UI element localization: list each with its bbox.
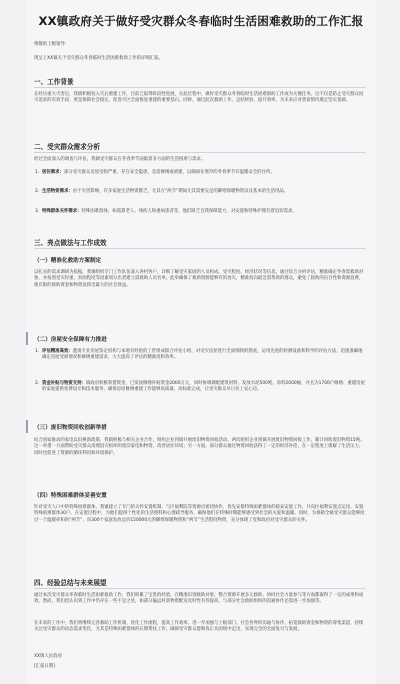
list-item [35, 189, 366, 195]
list-item-text: 由于灾害影响，许多家庭生活物资匮乏，尤其在“两节”期间尤其需要充足的御寒保暖物资以及基本的生活用品。 [72, 189, 289, 194]
salutation: 尊敬的上级领导： [34, 42, 70, 47]
section-2-intro: 经过全面深入的调查与评估，我镇受灾群众在冬春季节面临着多方面的生活困难与需求。 [34, 157, 206, 162]
subsection-4-heading: （四）特殊困难群体妥善安置 [34, 493, 107, 499]
subsection-4-body: 针对受灾人口中的特殊困难群体，我镇建立了专门的关怀安置机制。与区福利院等资源点密切协作，优先安排特殊困难群体的稳妥安置工作，共向区福利安置点运送、安置特殊困难群体30户。在安置过程中，为他们提供个性化的生活照料和心理疏导服务，确保他们在特殊时期能够感受到社会的关爱和温暖。同时，为保障全镇受灾群众能够度过一个温暖祥和的“两节”，向300个家庭发放总价150000元的御寒保暖物资和“两节”生活慰问物资，充分体现了党和政府对受灾群众的关怀。 [34, 505, 365, 523]
list-item-text: 特殊困难群体，如孤寡老人、残疾人和重病患者等，他们缺乏自我保障能力，对安置和特殊护理有着迫切需求。 [81, 209, 297, 214]
subsection-marker [26, 332, 28, 345]
list-item-label: 评估精准高效： [42, 349, 73, 354]
list-item-text: 邀请专业房屋鉴定机构与本地有经验的工匠组成联合评估小组，对受灾房屋进行全面细致的勘查，运用先进的检测设备和科学的评估方法，迅速准确地确定房屋受损情况和修缮重建需求，大大提高了评估的精准度和效率。 [42, 349, 363, 361]
section-1-body: 在经历重大灾害后，我镇积极投入灾后重建工作，目前已取得阶段性进展。在此过程中，做好受灾群众冬春临时生活困难救助工作成为关键任务。这不仅是防止受灾群众因灾返贫的有效手段，更是保障社会稳定、促进灾区全面恢复重建的重要基石。同时，通过此次救助工作，总结经验、提升效率，为未来应对类似情况奠定坚实基础。 [34, 92, 364, 104]
list-item [35, 349, 366, 362]
list-item-text: 部分受灾群众房屋受损严重，存在安全隐患，急需修缮或重建，以确保在寒冷的冬春季节有温暖安全的住所。 [63, 170, 275, 175]
section-1-heading: 一、工作背景 [34, 78, 74, 86]
list-item-text: 镇政府积极筹措资金，已发放修缮补贴资金2000万元，同时协调调配建筑材料，发放水泥500吨、涂料2000桶，并且为1700户修缮、重建房屋的家庭提供免费设计和技术服务，确保房屋修缮重建工作能够高质量、高标准完成，让受灾群众早日住上安心房。 [42, 381, 365, 393]
section-4-body-1: 通过本次受灾群众冬春临时生活困难救助工作，我们积累了宝贵的经验。在精准识别救助对象、整合资源开展多元救助、协同社会力量参与等方面都取得了一定的成果和成效。然而，我们也认识到工作中仍存在一些不足之处，如部分偏远村落物资配送及时性有待提高，与部分社会救助组织的沟通协作还需进一步加强等。 [34, 593, 364, 605]
section-4-body-2: 在未来的工作中，我们将继续完善救助工作机制，优化工作流程，提高工作效率。进一步加强与上级部门、社会各界的沟通与协作，拓宽救助资金和物资的筹集渠道，持续关注受灾群众的动态需求变化，尤其是特殊困难群体的长期帮扶工作，确保受灾群众能够真正从困境中走出，实现完全的全面复兴与发展。 [34, 621, 364, 633]
subsection-1-heading: （一）精准化救助方案制定 [34, 258, 102, 264]
list-number: 3. [35, 209, 40, 214]
section-divider [34, 588, 366, 589]
signature: XX镇人民政府 [34, 654, 62, 659]
list-number: 2. [35, 189, 40, 194]
list-item-label: 生活物资需求： [42, 189, 73, 194]
report-date: [汇报日期] [34, 664, 55, 669]
intro-paragraph: 现呈上XX镇关于受灾群众冬春临时生活困难救助工作的详细汇报。 [34, 56, 163, 61]
document-page [26, 0, 376, 684]
list-item [35, 209, 366, 215]
section-4-heading: 四、经验总结与未来展望 [34, 579, 107, 587]
section-divider [34, 152, 366, 153]
section-2-heading: 二、受灾群众需求分析 [34, 143, 100, 151]
list-item [35, 381, 366, 394]
list-number: 2. [35, 381, 40, 386]
list-item-label: 特殊群体关怀需求： [42, 209, 82, 214]
subsection-3-heading: （三）废旧物资回收创新举措 [34, 425, 107, 431]
list-item-label: 居住需求： [42, 170, 64, 175]
subsection-3-body: 结合国家推动的家电以旧换新政策，我镇积极与相关企业合作，组织企业到镇开展废旧物资回收活动。两次组织企业到镇开展废旧物资回收工作，累计回收废旧物资15吨。这一举措一方面帮助受灾群众清理因灾损坏的废旧家电和物资，改善居住环境；另一方面，部分群众通过物资回收获得了一定的经济补偿，在一定程度上缓解了生活压力，同时也促进了资源的循环利用和环境保护。 [34, 438, 365, 456]
list-item-label: 资金补贴与物资支持： [42, 381, 86, 386]
page-title: XX镇政府关于做好受灾群众冬春临时生活困难救助的工作汇报 [38, 14, 364, 28]
list-number: 1. [35, 170, 40, 175]
section-divider [34, 248, 366, 249]
subsection-marker [26, 420, 28, 433]
subsection-1-body: 以扎实的需求调研为依据，我镇组织专门工作队伍深入各村各户，详细了解受灾家庭的人员构成、受灾程度、经济状况等信息。通过综合分析评估，精准确定冬春需救助对象，并按照受灾轻重、贫困程度等因素划分出类建立需救助人员名单。此举确保了救助资源能够有的放矢，精准投向最急需帮助的群众，避免了救助的盲目性和资源浪费，使有限的救助资金和物资发挥出最大的社会效益。 [34, 270, 364, 288]
list-item [35, 170, 366, 176]
subsection-2-heading: （二）房屋安全保障有力推进 [34, 337, 107, 343]
section-divider [34, 87, 366, 88]
list-number: 1. [35, 349, 40, 354]
section-3-heading: 三、亮点做法与工作成效 [34, 239, 107, 247]
